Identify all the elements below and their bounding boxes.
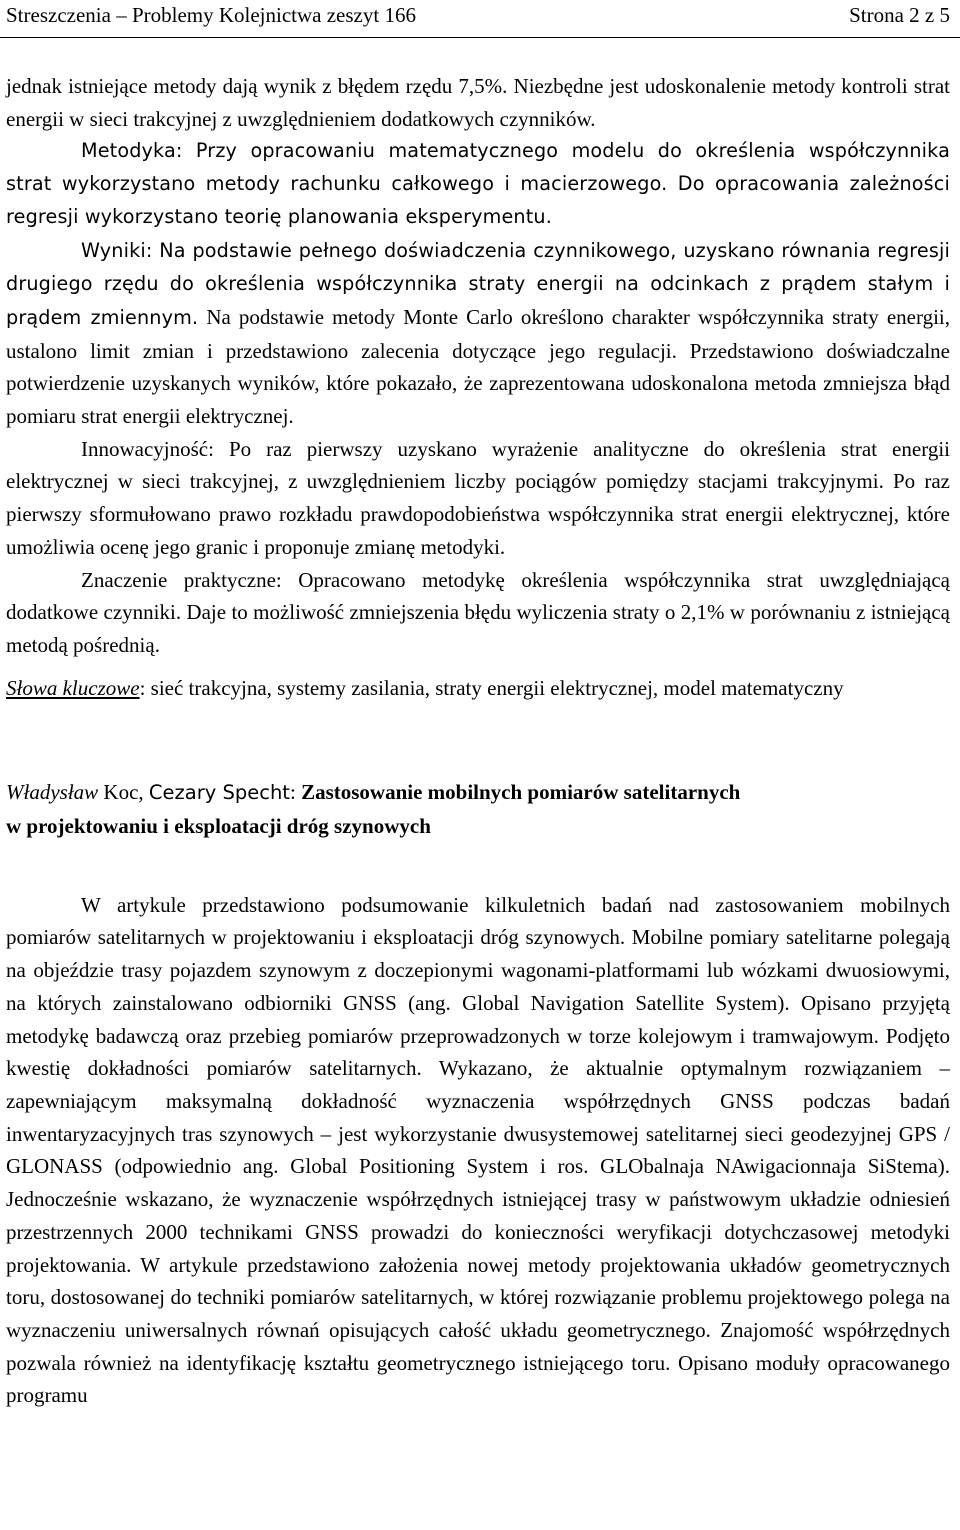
header-page-number: Strona 2 z 5 xyxy=(849,2,950,27)
abstract-intro-paragraph: jednak istniejące metody dają wynik z błędem rzędu 7,5%. Niezbędne jest udoskonalenie metody kontroli strat energii w sieci trakcyjnej z uwzględnieniem dodatkowych czynników. xyxy=(6,74,950,131)
abstract-innovation-paragraph: Innowacyjność: Po raz pierwszy uzyskano wyrażenie analityczne do określenia strat energii elektrycznej w sieci trakcyjnej, z uwzględnieniem liczby pociągów pomiędzy stacjami trakcyjnymi. Po raz pierwszy sformułowano prawo rozkładu prawdopodobieństwa współczynnika strat energii elektrycznej, które umożliwia ocenę jego granic i proponuje zmianę metodyki. xyxy=(6,436,950,559)
article-title-line2: w projektowaniu i eksploatacji dróg szynowych xyxy=(6,814,431,839)
header-journal-title: Streszczenia – Problemy Kolejnictwa zeszyt 166 xyxy=(6,2,416,27)
keywords-text: : sieć trakcyjna, systemy zasilania, straty energii elektrycznej, model matematyczny xyxy=(139,675,844,700)
page-content xyxy=(6,70,950,1412)
author1-first-name: Władysław xyxy=(6,780,99,805)
article-abstract-paragraph: W artykule przedstawiono podsumowanie kilkuletnich badań nad zastosowaniem mobilnych pomiarów satelitarnych w projektowaniu i eksploatacji dróg szynowych. Mobilne pomiary satelitarne polegają na objeździe trasy pojazdem szynowym z doczepionymi wagonami-platformami lub wózkami dwuosiowymi, na których zainstalowano odbiorniki GNSS (ang. Global Navigation Satellite System). Opisano przyjętą metodykę badawczą oraz przebieg pomiarów przeprowadzonych w torze kolejowym i tramwajowym. Podjęto kwestię dokładności pomiarów satelitarnych. Wykazano, że aktualnie optymalnym rozwiązaniem – zapewniającym maksymalną dokładność wyznaczenia współrzędnych GNSS podczas badań inwentaryzacyjnych tras szynowych – jest wykorzystanie dwusystemowej satelitarnej sieci geodezyjnej GPS / GLONASS (odpowiednio ang. Global Positioning System i ros. GLObalnaja NAwigacionnaja SiStema). Jednocześnie wskazano, że wyznaczenie współrzędnych istniejącej trasy w państwowym układzie odniesień przestrzennych 2000 technikami GNSS prowadzi do konieczności weryfikacji dotychczasowej metodyki projektowania. W artykule przedstawiono założenia nowej metody projektowania układów geometrycznych toru, dostosowanej do techniki pomiarów satelitarnych, w której rozwiązanie problemu projektowego polega na wyznaczeniu uniwersalnych równań opisujących całość układu geometrycznego. Znajomość współrzędnych pozwala również na identyfikację kształtu geometrycznego istniejącego toru. Opisano moduły opracowanego programu xyxy=(6,892,950,1408)
abstract-methodology-paragraph: Metodyka: Przy opracowaniu matematycznego modelu do określenia współczynnika strat wykorzystano metody rachunku całkowego i macierzowego. Do opracowania zależności regresji wykorzystano teorię planowania eksperymentu. xyxy=(6,139,950,228)
author-colon: : xyxy=(289,780,302,805)
keywords-label: Słowa kluczowe xyxy=(6,675,140,700)
results-serif-text: Na podstawie metody Monte Carlo określono charakter współczynnika straty energii, ustalono limit zmian i przedstawiono zalecenia dotyczące jego regulacji. Przedstawiono doświadczalne potwierdzenie uzyskanych wyników, które pokazało, że zaprezentowana udoskonalona metoda zmniejsza błąd pomiaru strat energii elektrycznej. xyxy=(6,304,950,429)
abstract-practical-significance-paragraph: Znaczenie praktyczne: Opracowano metodykę określenia współczynnika strat uwzględniającą dodatkowe czynniki. Daje to możliwość zmniejszenia błędu wyliczenia straty o 2,1% w porównaniu z istniejącą metodą pośrednią. xyxy=(6,567,950,657)
header-divider xyxy=(0,37,960,38)
abstract-results-paragraph xyxy=(6,234,950,433)
author2-name: Cezary Specht xyxy=(148,781,290,805)
keywords-paragraph xyxy=(6,672,950,705)
page-header xyxy=(6,0,950,30)
article-heading xyxy=(6,776,950,842)
results-sans-text: Wyniki: Na podstawie pełnego doświadczenia czynnikowego, uzyskano równania regresji drugiego rzędu do określenia współczynnika straty energii na odcinkach z prądem stałym i prądem zmiennym. xyxy=(6,238,950,329)
article-title-line1: Zastosowanie mobilnych pomiarów satelitarnych xyxy=(301,780,741,805)
author1-surname: Koc, xyxy=(98,780,149,805)
